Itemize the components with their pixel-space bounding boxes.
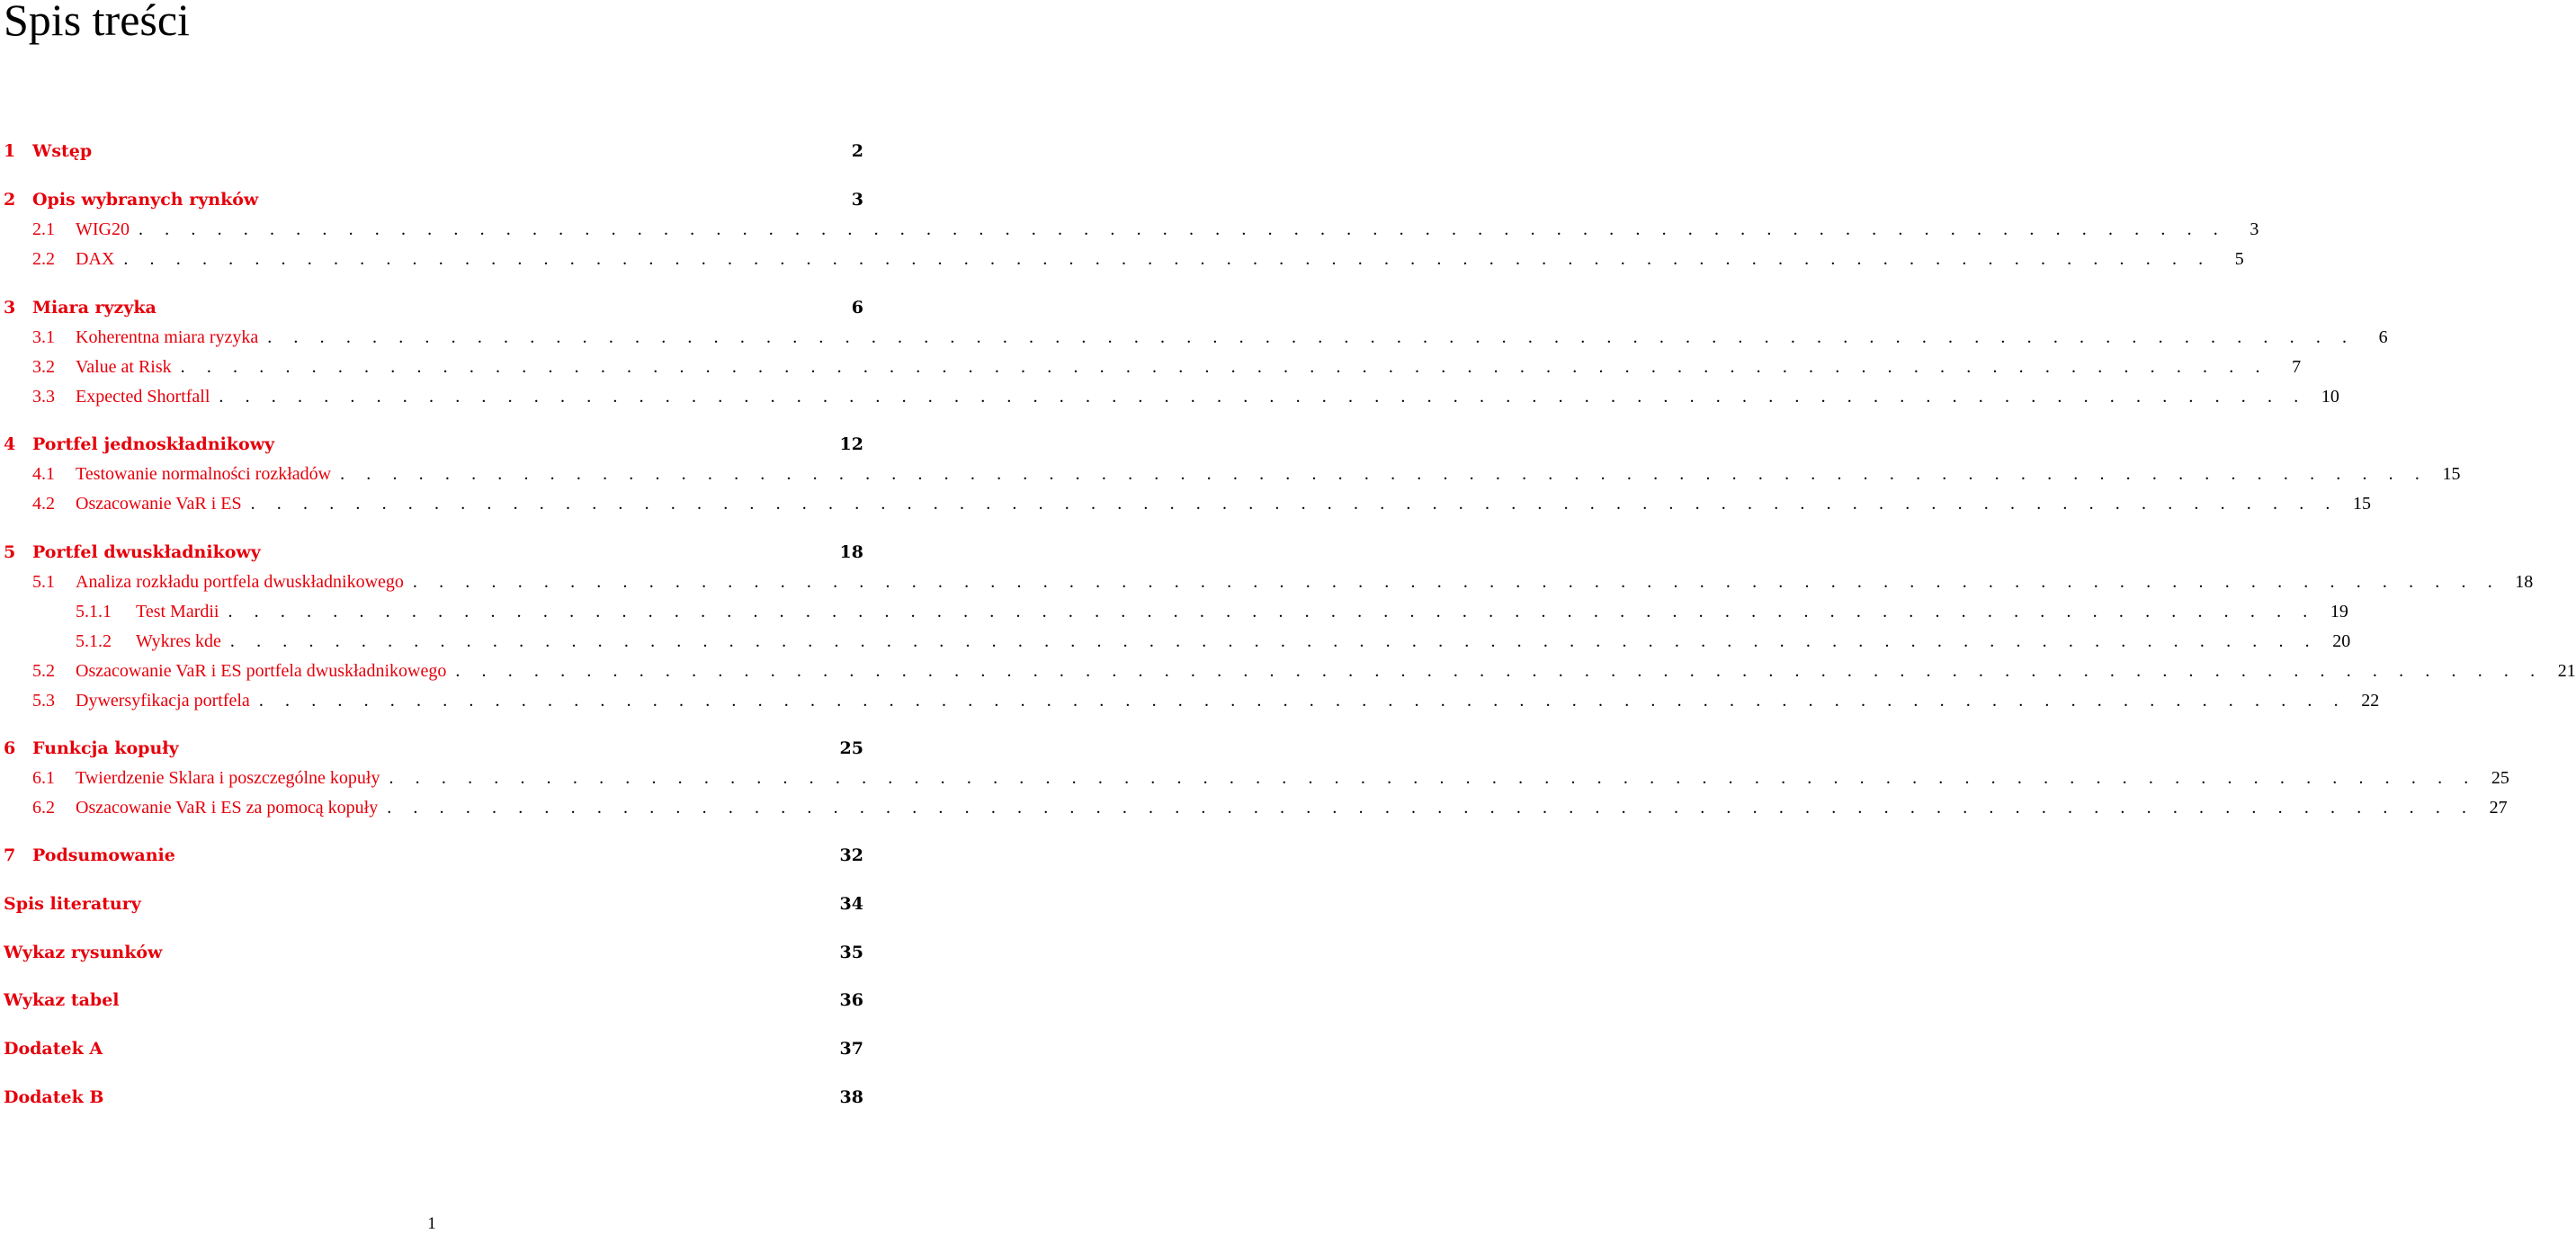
toc-entry-number: 1 [4,141,16,161]
toc-entry-section[interactable] [32,387,2339,410]
toc-entry-chapter[interactable] [4,1039,863,1062]
toc-entry-label: Dodatek B [4,1087,104,1107]
toc-entry-page: 6 [2378,327,2388,347]
toc-entry-section[interactable] [32,464,2461,487]
toc-entry-label: Podsumowanie [32,845,175,865]
toc-entry-chapter[interactable] [4,190,863,213]
toc-entry-page: 18 [839,542,863,562]
dot-leader: . . . . . . . . . . . . . . . . . . . . . . . . . . . . . . . . . . . . . . . . . . . . . . . . . . . . . . . . . . . . . . . . . . . . . . . . . . . . . . . . [250,494,2339,514]
toc-entry-label: Dodatek A [4,1039,103,1059]
toc-entry-section[interactable] [32,572,2534,595]
toc-entry-number: 5.3 [32,691,55,711]
toc-entry-label: Funkcja kopuły [32,738,179,758]
toc-entry-number: 6.2 [32,798,55,818]
toc-entry-label: Opis wybranych rynków [32,190,259,210]
dot-leader: . . . . . . . . . . . . . . . . . . . . . . . . . . . . . . . . . . . . . . . . . . . . . . . . . . . . . . . . . . . . . . . . . . . . . . . . . . . . . . . . [267,327,2356,347]
page-title: Spis treści [4,0,190,45]
toc-entry-number: 2 [4,190,16,210]
toc-entry-label: WIG20 [76,219,130,239]
toc-entry-label: Portfel jednoskładnikowy [32,434,275,454]
dot-leader: . . . . . . . . . . . . . . . . . . . . . . . . . . . . . . . . . . . . . . . . . . . . . . . . . . . . . . . . . . . . . . . . . . . . . . . . . . . . . . . . [123,249,2212,269]
toc-entry-page: 18 [2515,572,2534,592]
toc-entry-chapter[interactable] [4,845,863,869]
toc-entry-chapter[interactable] [4,894,863,917]
toc-entry-page: 25 [839,738,863,758]
toc-entry-page: 38 [839,1087,863,1107]
toc-entry-chapter[interactable] [4,990,863,1014]
toc-entry-label: Test Mardii [136,602,219,621]
dot-leader: . . . . . . . . . . . . . . . . . . . . . . . . . . . . . . . . . . . . . . . . . . . . . . . . . . . . . . . . . . . . . . . . . . . . . . . . . . . . . . . . [219,387,2307,407]
toc-entry-chapter[interactable] [4,1087,863,1111]
toc-entry-page: 32 [839,845,863,865]
toc-entry-number: 6 [4,738,16,758]
toc-entry-label: Spis literatury [4,894,141,914]
toc-entry-label: Portfel dwuskładnikowy [32,542,261,562]
toc-entry-page: 5 [2234,249,2244,269]
toc-entry-label: Wstęp [32,141,93,161]
toc-entry-section[interactable] [32,327,2388,351]
toc-entry-page: 19 [2330,602,2348,621]
toc-entry-label: DAX [76,249,115,269]
toc-entry-number: 3 [4,298,16,317]
dot-leader: . . . . . . . . . . . . . . . . . . . . . . . . . . . . . . . . . . . . . . . . . . . . . . . . . . . . . . . . . . . . . . . . . . . . . . . . . . . . . . . . [138,219,2227,239]
toc-entry-page: 22 [2361,691,2380,711]
toc-entry-label: Expected Shortfall [76,387,210,407]
dot-leader: . . . . . . . . . . . . . . . . . . . . . . . . . . . . . . . . . . . . . . . . . . . . . . . . . . . . . . . . . . . . . . . . . . . . . . . . . . . . . . . . [229,631,2319,651]
dot-leader: . . . . . . . . . . . . . . . . . . . . . . . . . . . . . . . . . . . . . . . . . . . . . . . . . . . . . . . . . . . . . . . . . . . . . . . . . . . . . . . . [228,602,2316,621]
toc-entry-chapter[interactable] [4,298,863,321]
toc-entry-chapter[interactable] [4,141,863,165]
dot-leader: . . . . . . . . . . . . . . . . . . . . . . . . . . . . . . . . . . . . . . . . . . . . . . . . . . . . . . . . . . . . . . . . . . . . . . . . . . . . . . . . [340,464,2428,484]
toc-entry-page: 37 [839,1039,863,1059]
toc-entry-page: 21 [2557,661,2576,681]
toc-entry-page: 20 [2332,631,2351,651]
toc-entry-label: Wykaz tabel [4,990,120,1010]
toc-entry-number: 5.1.1 [76,602,112,621]
toc-entry-number: 4.2 [32,494,55,514]
toc-entry-subsection[interactable] [76,631,2351,655]
toc-entry-number: 4 [4,434,16,454]
toc-entry-number: 7 [4,845,16,865]
toc-entry-label: Oszacowanie VaR i ES [76,494,242,514]
toc-entry-page: 7 [2292,357,2302,377]
toc-entry-page: 36 [839,990,863,1010]
toc-entry-number: 3.3 [32,387,55,407]
toc-entry-section[interactable] [32,768,2509,791]
toc-entry-number: 3.1 [32,327,55,347]
dot-leader: . . . . . . . . . . . . . . . . . . . . . . . . . . . . . . . . . . . . . . . . . . . . . . . . . . . . . . . . . . . . . . . . . . . . . . . . . . . . . . . . [258,691,2348,711]
toc-entry-number: 3.2 [32,357,55,377]
toc-entry-label: Oszacowanie VaR i ES za pomocą kopuły [76,798,379,818]
toc-entry-page: 3 [851,190,863,210]
toc-entry-label: Wykaz rysunków [4,943,163,962]
toc-entry-number: 6.1 [32,768,55,788]
dot-leader: . . . . . . . . . . . . . . . . . . . . . . . . . . . . . . . . . . . . . . . . . . . . . . . . . . . . . . . . . . . . . . . . . . . . . . . . . . . . . . . . [180,357,2269,377]
toc-entry-page: 2 [851,141,863,161]
toc-entry-section[interactable] [32,494,2371,517]
toc-entry-label: Koherentna miara ryzyka [76,327,259,347]
toc-entry-page: 3 [2250,219,2259,239]
toc-entry-label: Dywersyfikacja portfela [76,691,250,711]
dot-leader: . . . . . . . . . . . . . . . . . . . . . . . . . . . . . . . . . . . . . . . . . . . . . . . . . . . . . . . . . . . . . . . . . . . . . . . . . . . . . . . . [387,798,2475,818]
toc-entry-page: 15 [2353,494,2371,514]
toc-entry-number: 5 [4,542,16,562]
toc-entry-label: Value at Risk [76,357,172,377]
toc-entry-number: 5.2 [32,661,55,681]
toc-entry-page: 12 [839,434,863,454]
toc-entry-number: 4.1 [32,464,55,484]
toc-entry-label: Wykres kde [136,631,221,651]
toc-entry-section[interactable] [32,661,2576,684]
toc-entry-number: 5.1 [32,572,55,592]
toc-entry-page: 15 [2442,464,2461,484]
toc-entry-chapter[interactable] [4,434,863,458]
dot-leader: . . . . . . . . . . . . . . . . . . . . . . . . . . . . . . . . . . . . . . . . . . . . . . . . . . . . . . . . . . . . . . . . . . . . . . . . . . . . . . . . [389,768,2477,788]
toc-entry-section[interactable] [32,357,2302,380]
toc-entry-section[interactable] [32,798,2508,821]
toc-entry-page: 35 [839,943,863,962]
toc-entry-number: 2.1 [32,219,55,239]
toc-entry-page: 10 [2321,387,2339,407]
toc-entry-label: Miara ryzyka [32,298,157,317]
toc-entry-section[interactable] [32,219,2259,243]
toc-entry-label: Testowanie normalności rozkładów [76,464,332,484]
dot-leader: . . . . . . . . . . . . . . . . . . . . . . . . . . . . . . . . . . . . . . . . . . . . . . . . . . . . . . . . . . . . . . . . . . . . . . . . . . . . . . . . [412,572,2501,592]
toc-entry-label: Twierdzenie Sklara i poszczególne kopuły [76,768,380,788]
toc-entry-number: 5.1.2 [76,631,112,651]
toc-entry-label: Analiza rozkładu portfela dwuskładnikowego [76,572,404,592]
toc-entry-section[interactable] [32,249,2244,273]
toc-entry-label: Oszacowanie VaR i ES portfela dwuskładnikowego [76,661,447,681]
page-number: 1 [427,1214,436,1233]
toc-entry-page: 25 [2491,768,2509,788]
toc-entry-number: 2.2 [32,249,55,269]
toc-entry-section[interactable] [32,691,2380,714]
toc-entry-chapter[interactable] [4,738,863,762]
toc-entry-chapter[interactable] [4,943,863,966]
toc-entry-page: 27 [2489,798,2508,818]
toc-entry-page: 34 [839,894,863,914]
toc-entry-subsection[interactable] [76,602,2348,625]
toc-entry-chapter[interactable] [4,542,863,566]
toc-entry-page: 6 [851,298,863,317]
dot-leader: . . . . . . . . . . . . . . . . . . . . . . . . . . . . . . . . . . . . . . . . . . . . . . . . . . . . . . . . . . . . . . . . . . . . . . . . . . . . . . . . [455,661,2544,681]
